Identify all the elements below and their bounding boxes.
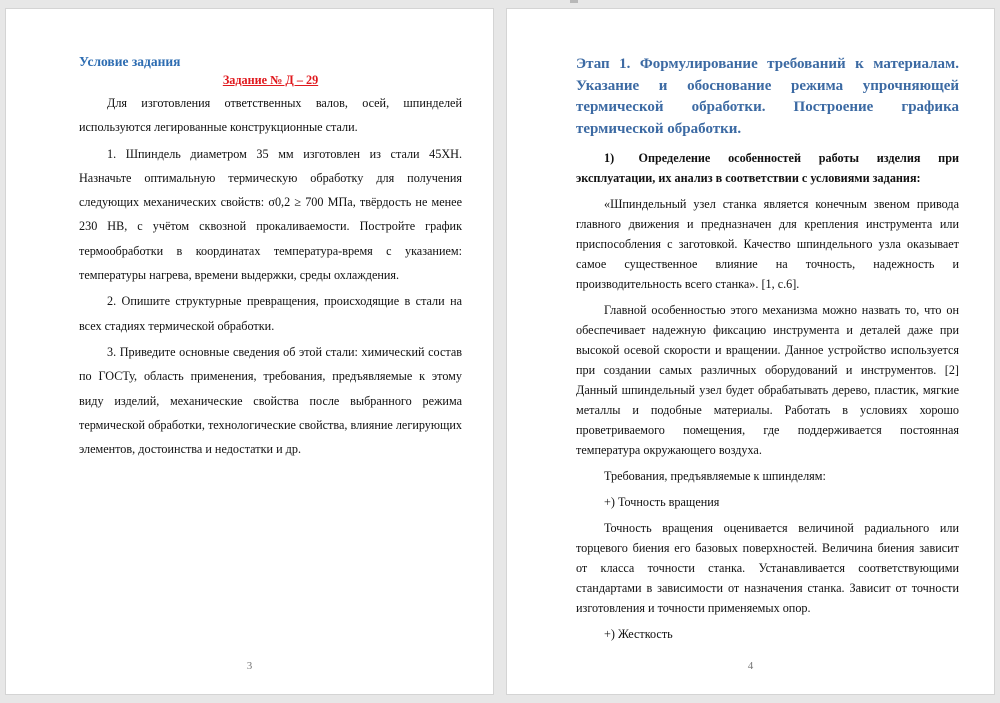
- subheading: 1) Определение особенностей работы изделия при эксплуатации, их анализ в соответствии с условиями задания:: [576, 151, 959, 185]
- paragraph: 2. Опишите структурные превращения, происходящие в стали на всех стадиях термической обработки.: [79, 294, 462, 333]
- paragraph: Главной особенностью этого механизма можно назвать то, что он обеспечивает надежную фиксацию инструмента и деталей даже при высокой осевой скорости и вращении. Данное устройство используется при создании самых различных оборудований и инструментов. [2] Данный шпиндельный узел будет обрабатывать дерево, пластик, мягкие металлы и подобные материалы. Работать в условиях хорошо проветриваемого помещения, где поддерживается постоянная температура окружающего воздуха.: [576, 303, 959, 457]
- list-item: +) Жесткость: [604, 627, 673, 641]
- paragraph: Для изготовления ответственных валов, осей, шпинделей используются легированные конструкционные стали.: [79, 96, 462, 135]
- paragraph: Требования, предъявляемые к шпинделям:: [604, 469, 826, 483]
- paragraph: «Шпиндельный узел станка является конечным звеном привода главного движения и предназначен для крепления инструмента или приспособления с заготовкой. Качество шпиндельного узла оказывает самое существенное влияние на точность, надежность и производительность всего станка». [1, с.6].: [576, 197, 959, 291]
- list-item: +) Точность вращения: [604, 495, 720, 509]
- paragraph: 1. Шпиндель диаметром 35 мм изготовлен из стали 45ХН. Назначьте оптимальную термическую обработку для получения следующих механических свойств: σ0,2 ≥ 700 МПа, твёрдость не менее 230 HB, с учётом сквозной прокаливаемости. Постройте график термообработки в координатах температура-время с указанием: температуры нагрева, времени выдержки, среды охлаждения.: [79, 146, 462, 283]
- stage-heading: Этап 1. Формулирование требований к материалам. Указание и обоснование режима упрочняющей термической обработки. Построение графика термической обработки.: [576, 56, 959, 137]
- scroll-indicator: [570, 0, 578, 3]
- page-4: [506, 8, 995, 695]
- paragraph: 3. Приведите основные сведения об этой стали: химический состав по ГОСТу, область применения, требования, предъявляемые к этому виду изделий, механические свойства после выбранного режима термической обработки, технологические свойства, влияние легирующих элементов, достоинства и недостатки и др.: [79, 344, 462, 457]
- paragraph: Точность вращения оценивается величиной радиального или торцевого биения его базовых поверхностей. Величина биения зависит от класса точности станка. Устанавливается соответствующими стандартами в зависимости от назначения станка. Зависит от точности изготовления и точности применяемых опор.: [576, 521, 959, 615]
- section-heading: Условие задания: [79, 54, 181, 69]
- page-number: 3: [246, 660, 253, 672]
- page-3: [5, 8, 494, 695]
- page-number: 4: [747, 660, 754, 672]
- task-title: Задание № Д – 29: [222, 73, 319, 87]
